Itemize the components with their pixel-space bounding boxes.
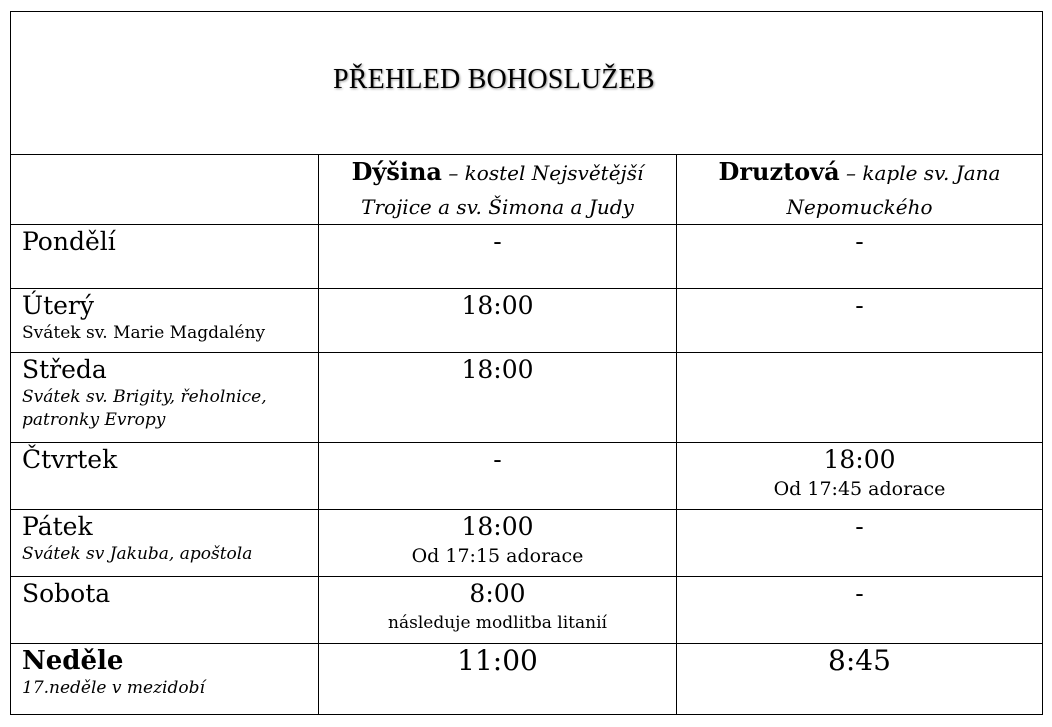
service-time: 18:00 xyxy=(461,291,534,320)
page-title: PŘEHLED BOHOSLUŽEB xyxy=(333,64,655,95)
table-row xyxy=(11,353,1043,443)
service-time: - xyxy=(855,227,864,256)
feast-note: 17.neděle v mezidobí xyxy=(22,678,205,698)
table-row xyxy=(11,510,1043,577)
location-name: Dýšina xyxy=(351,157,442,186)
location-header-dysina xyxy=(319,155,677,225)
feast-note: Svátek sv. Brigity, řeholnice, patronky Evropy xyxy=(22,387,267,430)
table-row xyxy=(11,644,1043,715)
service-time: - xyxy=(493,445,502,474)
day-cell xyxy=(11,225,319,289)
table-row xyxy=(11,225,1043,289)
service-time: 18:00 xyxy=(461,355,534,384)
dysina-cell xyxy=(319,577,677,644)
day-name: Pondělí xyxy=(22,227,116,256)
feast-note: Svátek sv Jakuba, apoštola xyxy=(22,544,253,564)
dysina-cell xyxy=(319,289,677,353)
day-cell xyxy=(11,644,319,715)
day-name: Středa xyxy=(22,355,107,384)
table-row xyxy=(11,577,1043,644)
service-time: 8:45 xyxy=(828,644,891,677)
location-header-druztova xyxy=(677,155,1043,225)
table-row xyxy=(11,289,1043,353)
service-time: 18:00 xyxy=(823,445,896,474)
dysina-cell xyxy=(319,443,677,510)
location-desc: – kaple sv. Jana Nepomuckého xyxy=(786,161,1001,219)
day-name: Sobota xyxy=(22,579,111,608)
dysina-cell xyxy=(319,644,677,715)
title-cell xyxy=(11,12,1043,155)
service-note: Od 17:45 adorace xyxy=(773,478,946,500)
service-time: 11:00 xyxy=(457,644,538,677)
dysina-cell xyxy=(319,510,677,577)
service-time: - xyxy=(855,512,864,541)
day-name: Neděle xyxy=(22,646,124,676)
empty-header-cell xyxy=(11,155,319,225)
table-row xyxy=(11,443,1043,510)
day-cell xyxy=(11,510,319,577)
druztova-cell xyxy=(677,225,1043,289)
day-cell xyxy=(11,577,319,644)
service-time: - xyxy=(493,227,502,256)
druztova-cell xyxy=(677,289,1043,353)
feast-note: Svátek sv. Marie Magdalény xyxy=(22,323,266,343)
day-cell xyxy=(11,443,319,510)
service-time: - xyxy=(855,291,864,320)
druztova-cell xyxy=(677,353,1043,443)
services-table xyxy=(10,11,1043,715)
day-cell xyxy=(11,353,319,443)
day-name: Pátek xyxy=(22,512,93,541)
service-time: 18:00 xyxy=(461,512,534,541)
druztova-cell xyxy=(677,510,1043,577)
location-desc: – kostel Nejsvětější Trojice a sv. Šimona a Judy xyxy=(361,161,644,219)
location-name: Druztová xyxy=(718,157,840,186)
service-time: 8:00 xyxy=(469,579,526,608)
dysina-cell xyxy=(319,225,677,289)
service-time: - xyxy=(855,579,864,608)
druztova-cell xyxy=(677,577,1043,644)
dysina-cell xyxy=(319,353,677,443)
day-cell xyxy=(11,289,319,353)
druztova-cell xyxy=(677,443,1043,510)
service-note: následuje modlitba litanií xyxy=(388,613,607,633)
day-name: Čtvrtek xyxy=(22,445,118,474)
day-name: Úterý xyxy=(22,291,94,320)
druztova-cell xyxy=(677,644,1043,715)
service-note: Od 17:15 adorace xyxy=(411,545,584,567)
